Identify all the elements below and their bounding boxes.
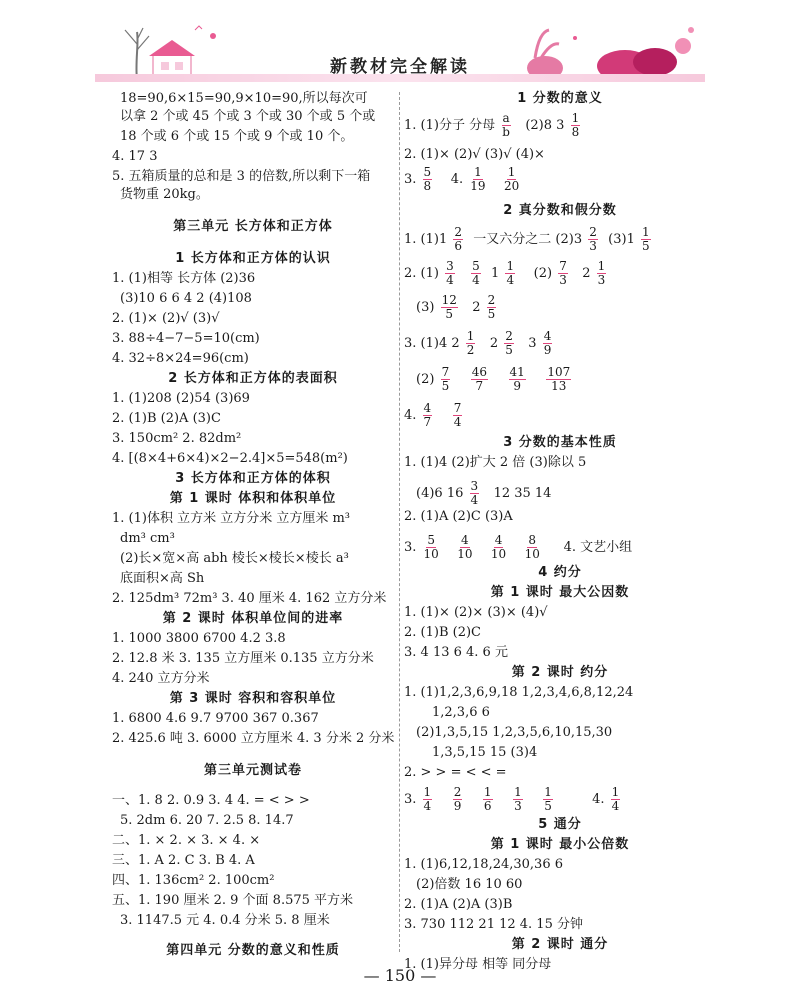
answer-line: 3. $\frac{5}{10}$ $\frac{4}{10}$ $\frac{4}{10}$ $\frac{8}{10}$ 4. 文艺小组 [404, 533, 633, 561]
fraction: $\frac{5}{4}$ [472, 259, 480, 287]
fraction: $\frac{3}{4}$ [446, 259, 454, 287]
answer-line: 四、1. 136cm² 2. 100cm² [112, 873, 275, 888]
fraction: $\frac{1}{8}$ [571, 111, 580, 139]
answer-line: 2. (1)× (2)√ (3)√ [112, 311, 220, 326]
fraction: $\frac{2}{3}$ [589, 225, 597, 253]
fraction: $\frac{46}{7}$ [471, 365, 488, 393]
answer-line: 3. 4 13 6 4. 6 元 [404, 645, 508, 660]
answer-line: 1. (1)1,2,3,6,9,18 1,2,3,4,6,8,12,24 [404, 685, 634, 700]
answer-line: 2. (1)B (2)A (3)C [112, 411, 221, 426]
answer-line: 1. (1)相等 长方体 (2)36 [112, 271, 256, 286]
answer-line: 18 个或 6 个或 15 个或 9 个或 10 个。 [120, 129, 354, 144]
fraction: $\frac{2}{9}$ [453, 785, 462, 813]
lesson-heading: 第 1 课时 最大公因数 [490, 585, 630, 600]
section-heading: 1 分数的意义 [517, 91, 603, 106]
answer-line: 3. $\frac{5}{8}$ 4. $\frac{1}{19}$ $\frac{1}{20}$ [404, 165, 520, 193]
fraction: $\frac{1}{5}$ [544, 785, 552, 813]
fraction: $\frac{1}{4}$ [506, 259, 515, 287]
answer-line: 1. (1)分子 分母 $\frac{a}{b}$ (2)8 3 $\frac{1}{8}$ [404, 111, 580, 139]
answer-line: (2)倍数 16 10 60 [416, 877, 523, 892]
answer-line: 2. 125dm³ 72m³ 3. 40 厘米 4. 162 立方分米 [112, 591, 387, 606]
answer-line: 4. 240 立方分米 [112, 671, 210, 686]
fraction: $\frac{3}{4}$ [470, 479, 479, 507]
answer-line: 2. (1)A (2)A (3)B [404, 897, 513, 912]
answer-line: 4. 17 3 [112, 149, 158, 164]
fraction: $\frac{1}{4}$ [423, 785, 432, 813]
unit-heading: 第三单元 长方体和正方体 [173, 219, 333, 234]
answer-line: 一、1. 8 2. 0.9 3. 4 4. = < > > [112, 793, 310, 808]
fraction: $\frac{a}{b}$ [502, 111, 510, 139]
column-divider [399, 92, 400, 952]
fraction: $\frac{4}{9}$ [543, 329, 552, 357]
page-header [95, 22, 705, 82]
answer-line: 以拿 2 个或 45 个或 3 个或 30 个或 5 个或 [120, 109, 376, 124]
answer-line: (2) $\frac{7}{5}$ $\frac{46}{7}$ $\frac{41}{9}$ $\frac{107}{13}$ [416, 365, 571, 393]
answer-line: (3) $\frac{12}{5}$ 2 $\frac{2}{5}$ [416, 293, 496, 321]
lesson-heading: 第 1 课时 最小公倍数 [490, 837, 630, 852]
section-heading: 4 约分 [538, 565, 582, 580]
fraction: $\frac{5}{8}$ [423, 165, 432, 193]
answer-line: 三、1. A 2. C 3. B 4. A [112, 853, 255, 868]
answer-line: 5. 2dm 6. 20 7. 2.5 8. 14.7 [120, 813, 294, 828]
answer-line: 底面积×高 Sh [120, 571, 205, 586]
answer-line: 五、1. 190 厘米 2. 9 个面 8.575 平方米 [112, 893, 354, 908]
fraction: $\frac{1}{2}$ [466, 329, 475, 357]
answer-line: (4)6 16 $\frac{3}{4}$ 12 35 14 [416, 479, 552, 507]
answer-line: 货物重 20kg。 [120, 187, 209, 202]
answer-line: dm³ cm³ [120, 531, 175, 546]
answer-line: (2)1,3,5,15 1,2,3,5,6,10,15,30 [416, 725, 613, 740]
answer-line: 2. 12.8 米 3. 135 立方厘米 0.135 立方分米 [112, 651, 374, 666]
fraction: $\frac{4}{10}$ [490, 533, 507, 561]
answer-line: 1. (1)6,12,18,24,30,36 6 [404, 857, 563, 872]
answer-line: 5. 五箱质量的总和是 3 的倍数,所以剩下一箱 [112, 169, 371, 184]
lesson-heading: 第 2 课时 约分 [511, 665, 609, 680]
answer-line: 二、1. × 2. × 3. × 4. × [112, 833, 261, 848]
fraction: $\frac{41}{9}$ [509, 365, 525, 393]
fraction: $\frac{7}{5}$ [441, 365, 450, 393]
section-heading: 2 长方体和正方体的表面积 [168, 371, 338, 386]
fraction: $\frac{1}{3}$ [597, 259, 606, 287]
fraction: $\frac{2}{6}$ [454, 225, 463, 253]
answer-line: 4. 32÷8×24=96(cm) [112, 351, 249, 366]
answer-line: (3)10 6 6 4 2 (4)108 [120, 291, 252, 306]
answer-line: 2. > > = < < = [404, 765, 507, 780]
answer-line: 1. (1)异分母 相等 同分母 [404, 957, 552, 972]
answer-line: 1. (1)× (2)× (3)× (4)√ [404, 605, 548, 620]
fraction: $\frac{1}{20}$ [503, 165, 520, 193]
section-heading: 5 通分 [538, 817, 582, 832]
fraction: $\frac{1}{5}$ [641, 225, 650, 253]
fraction: $\frac{7}{3}$ [559, 259, 567, 287]
fraction: $\frac{1}{6}$ [483, 785, 492, 813]
answer-line: 3. (1)4 2 $\frac{1}{2}$ 2 $\frac{2}{5}$ 3 $\frac{4}{9}$ [404, 329, 552, 357]
answer-line: 1. (1)体积 立方米 立方分米 立方厘米 m³ [112, 511, 351, 526]
answer-line: 1,3,5,15 15 (3)4 [432, 745, 538, 760]
fraction: $\frac{2}{5}$ [487, 293, 496, 321]
answer-line: 2. (1)B (2)C [404, 625, 481, 640]
answer-line: 2. 425.6 吨 3. 6000 立方厘米 4. 3 分米 2 分米 [112, 731, 395, 746]
section-heading: 2 真分数和假分数 [503, 203, 617, 218]
answer-line: 1. 6800 4.6 9.7 9700 367 0.367 [112, 711, 319, 726]
answer-line: 2. (1)A (2)C (3)A [404, 509, 513, 524]
answer-line: (2)长×宽×高 abh 棱长×棱长×棱长 a³ [120, 551, 349, 566]
header-title: 新教材完全解读 [330, 57, 470, 77]
lesson-heading: 第 2 课时 通分 [511, 937, 609, 952]
answer-line: 3. 150cm² 2. 82dm² [112, 431, 242, 446]
test-heading: 第三单元测试卷 [203, 763, 302, 778]
answer-line: 3. $\frac{1}{4}$ $\frac{2}{9}$ $\frac{1}{6}$ $\frac{1}{3}$ $\frac{1}{5}$ 4. $\frac{1}{4}$ [404, 785, 620, 813]
answer-line: 1. (1)1 $\frac{2}{6}$ 一又六分之二 (2)3 $\frac{2}{3}$ (3)1 $\frac{1}{5}$ [404, 225, 650, 253]
unit-heading: 第四单元 分数的意义和性质 [166, 943, 340, 958]
answer-line: 3. 1147.5 元 4. 0.4 分米 5. 8 厘米 [120, 913, 330, 928]
fraction: $\frac{1}{19}$ [470, 165, 486, 193]
answer-line: 18=90,6×15=90,9×10=90,所以每次可 [120, 91, 368, 106]
answer-line: 4. $\frac{4}{7}$ $\frac{7}{4}$ [404, 401, 462, 429]
fraction: $\frac{4}{7}$ [423, 401, 432, 429]
answer-line: 1,2,3,6 6 [432, 705, 490, 720]
lesson-heading: 第 2 课时 体积单位间的进率 [162, 611, 344, 626]
answer-line: 4. [(8×4+6×4)×2−2.4]×5=548(m²) [112, 451, 348, 466]
section-heading: 3 长方体和正方体的体积 [175, 471, 331, 486]
fraction: $\frac{107}{13}$ [547, 365, 571, 393]
fraction: $\frac{12}{5}$ [441, 293, 457, 321]
fraction: $\frac{1}{4}$ [611, 785, 620, 813]
fraction: $\frac{8}{10}$ [524, 533, 540, 561]
answer-line: 2. (1) $\frac{3}{4}$ $\frac{5}{4}$ 1 $\frac{1}{4}$ (2) $\frac{7}{3}$ 2 $\frac{1}{3}$ [404, 259, 606, 287]
section-heading: 1 长方体和正方体的认识 [175, 251, 331, 266]
fraction: $\frac{4}{10}$ [457, 533, 473, 561]
section-heading: 3 分数的基本性质 [503, 435, 617, 450]
answer-line: 3. 730 112 21 12 4. 15 分钟 [404, 917, 583, 932]
answer-line: 1. (1)4 (2)扩大 2 倍 (3)除以 5 [404, 455, 587, 470]
fraction: $\frac{7}{4}$ [453, 401, 462, 429]
fraction: $\frac{1}{3}$ [514, 785, 522, 813]
lesson-heading: 第 3 课时 容积和容积单位 [169, 691, 337, 706]
lesson-heading: 第 1 课时 体积和体积单位 [169, 491, 337, 506]
fraction: $\frac{5}{10}$ [423, 533, 439, 561]
answer-line: 1. 1000 3800 6700 4.2 3.8 [112, 631, 286, 646]
answer-line: 2. (1)× (2)√ (3)√ (4)× [404, 147, 545, 162]
answer-line: 1. (1)208 (2)54 (3)69 [112, 391, 250, 406]
page-number: — 150 — [363, 966, 437, 985]
fraction: $\frac{2}{5}$ [505, 329, 513, 357]
answer-line: 3. 88÷4−7−5=10(cm) [112, 331, 260, 346]
